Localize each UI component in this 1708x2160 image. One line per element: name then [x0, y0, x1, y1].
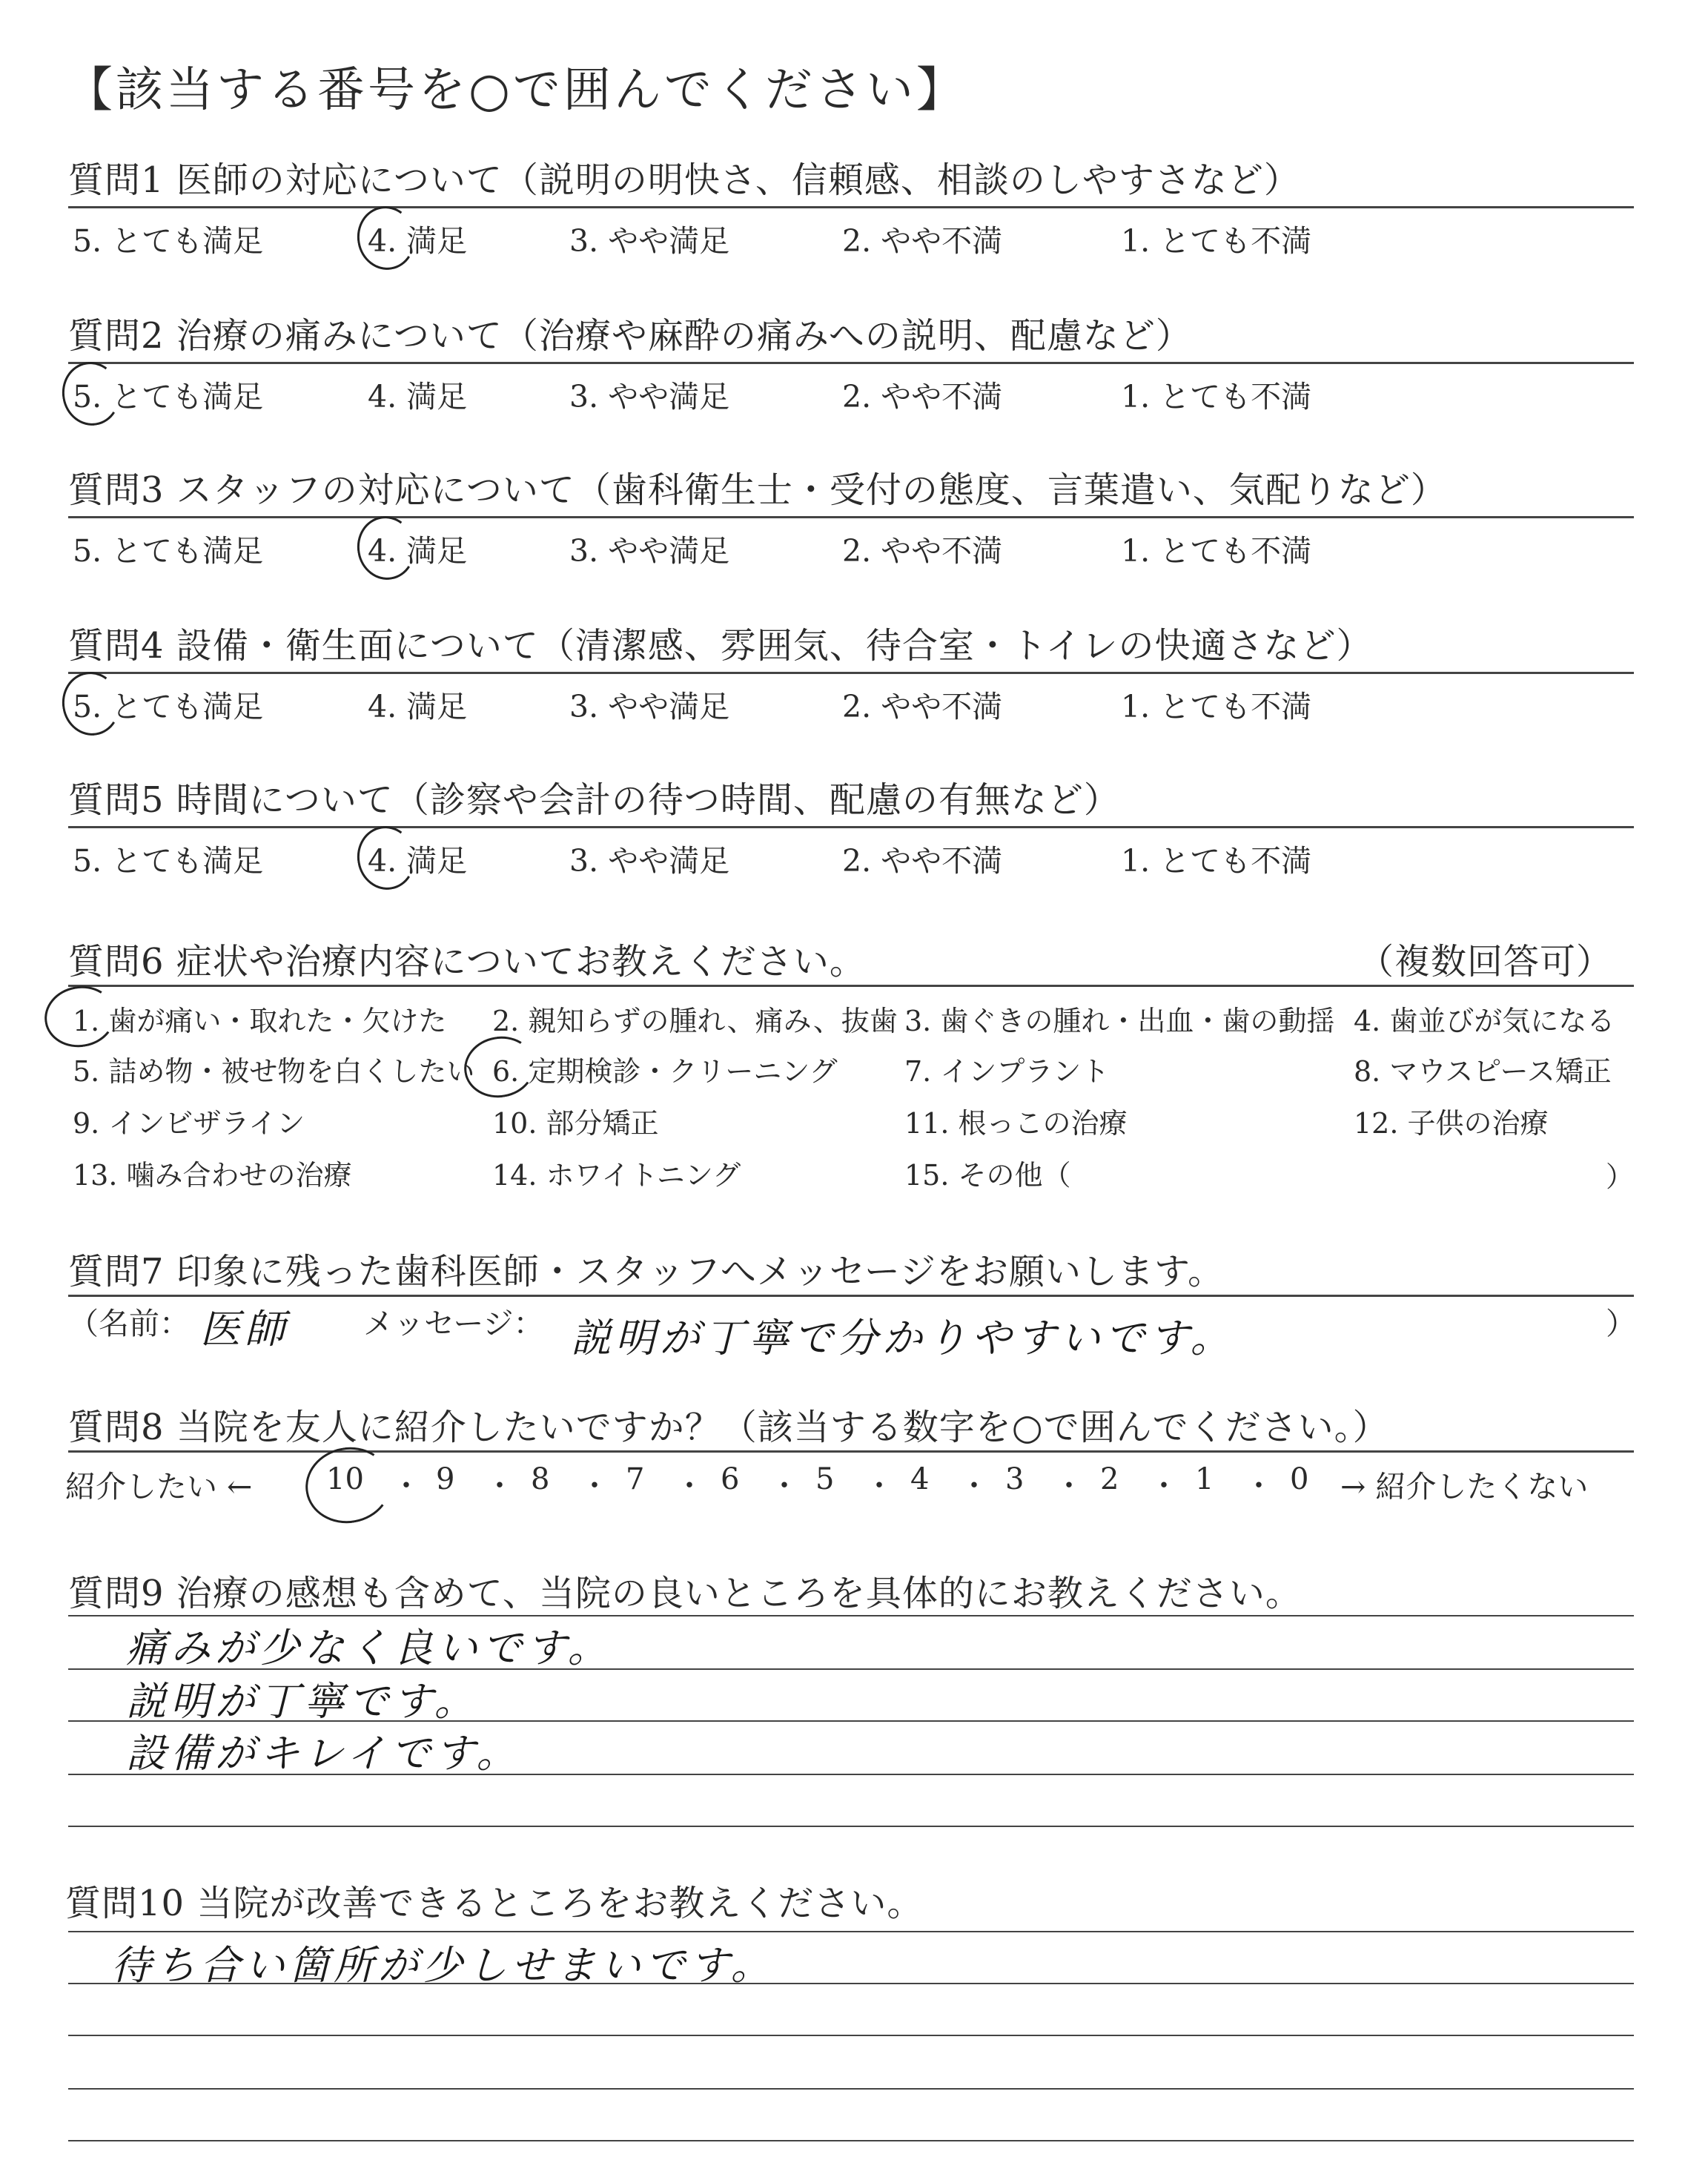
- q8-scale-5[interactable]: 5: [815, 1462, 835, 1496]
- question-2-rule: [68, 362, 1634, 364]
- q6-option-6[interactable]: 6. 定期検診・クリーニング: [492, 1055, 838, 1088]
- q6-option-10[interactable]: 10. 部分矯正: [492, 1107, 659, 1140]
- question-2-selected-circle: [57, 357, 125, 430]
- q6-option-9[interactable]: 9. インビザライン: [73, 1107, 305, 1140]
- question-2-choice-1[interactable]: 1. とても不満: [1121, 379, 1312, 415]
- q8-separator-dot: ・: [1054, 1469, 1084, 1503]
- q8-scale-0[interactable]: 0: [1290, 1462, 1309, 1496]
- question-3-label: 質問3 スタッフの対応について（歯科衛生士・受付の態度、言葉遣い、気配りなど）: [68, 469, 1447, 511]
- question-4-label: 質問4 設備・衛生面について（清潔感、雰囲気、待合室・トイレの快適さなど）: [68, 625, 1373, 667]
- q6-option-6-selected-circle: [460, 1031, 540, 1103]
- q8-scale-2[interactable]: 2: [1100, 1462, 1119, 1496]
- q8-scale-3[interactable]: 3: [1005, 1462, 1025, 1496]
- question-5-choice-1[interactable]: 1. とても不満: [1121, 843, 1312, 879]
- q10-label: 質問10 当院が改善できるところをお教えください。: [65, 1883, 924, 1924]
- question-2-label: 質問2 治療の痛みについて（治療や麻酔の痛みへの説明、配慮など）: [68, 315, 1192, 357]
- q6-option-1[interactable]: 1. 歯が痛い・取れた・欠けた: [73, 1005, 447, 1037]
- q10-line-3: [68, 2035, 1634, 2036]
- q7-message-value[interactable]: 説明が丁寧で分かりやすいです。: [571, 1315, 1235, 1361]
- q7-name-label: （名前：: [68, 1306, 190, 1341]
- question-2-choice-4[interactable]: 4. 満足: [368, 379, 468, 415]
- q8-scale-9[interactable]: 9: [436, 1462, 455, 1496]
- question-3-choice-2[interactable]: 2. やや不満: [842, 533, 1003, 569]
- question-5-choice-5[interactable]: 5. とても満足: [73, 843, 264, 879]
- question-3-rule: [68, 516, 1634, 518]
- q8-separator-dot: ・: [1149, 1469, 1179, 1503]
- question-3-choice-3[interactable]: 3. やや満足: [569, 533, 730, 569]
- q6-option-8[interactable]: 8. マウスピース矯正: [1354, 1055, 1612, 1088]
- question-5-label: 質問5 時間について（診察や会計の待つ時間、配慮の有無など）: [68, 779, 1120, 821]
- q8-rule: [68, 1450, 1634, 1453]
- q6-option-4[interactable]: 4. 歯並びが気になる: [1354, 1005, 1615, 1037]
- q9-answer-2[interactable]: 説明が丁寧です。: [126, 1678, 479, 1725]
- q8-scale-10[interactable]: 10: [326, 1462, 364, 1496]
- q7-name-value[interactable]: 医師: [200, 1306, 289, 1353]
- q6-option-1-selected-circle: [40, 980, 121, 1052]
- question-4-rule: [68, 672, 1634, 674]
- q6-note: （複数回答可）: [1358, 941, 1613, 982]
- q7-rule: [68, 1295, 1634, 1297]
- question-1-choice-5[interactable]: 5. とても満足: [73, 223, 264, 259]
- q8-separator-dot: ・: [769, 1469, 799, 1503]
- question-1-choice-1[interactable]: 1. とても不満: [1121, 223, 1312, 259]
- q8-label: 質問8 当院を友人に紹介したいですか？（該当する数字を○で囲んでください。）: [68, 1407, 1389, 1448]
- question-3-choice-4[interactable]: 4. 満足: [368, 533, 468, 569]
- question-5-rule: [68, 826, 1634, 828]
- question-1-choice-4[interactable]: 4. 満足: [368, 223, 468, 259]
- question-2-choice-3[interactable]: 3. やや満足: [569, 379, 730, 415]
- q6-label: 質問6 症状や治療内容についてお教えください。: [68, 941, 866, 982]
- q8-separator-dot: ・: [1244, 1469, 1274, 1503]
- q6-rule: [68, 985, 1634, 987]
- q6-option-14[interactable]: 14. ホワイトニング: [492, 1159, 741, 1192]
- q8-separator-dot: ・: [391, 1469, 421, 1503]
- question-1-selected-circle: [352, 202, 420, 274]
- q8-separator-dot: ・: [675, 1469, 704, 1503]
- q10-answer-1[interactable]: 待ち合い箇所が少しせまいです。: [111, 1942, 775, 1989]
- question-2-choice-2[interactable]: 2. やや不満: [842, 379, 1003, 415]
- q8-scale-6[interactable]: 6: [721, 1462, 740, 1496]
- question-5-selected-circle: [352, 822, 420, 894]
- question-4-choice-4[interactable]: 4. 満足: [368, 689, 468, 724]
- question-4-choice-3[interactable]: 3. やや満足: [569, 689, 730, 724]
- question-4-selected-circle: [57, 667, 125, 740]
- q9-label: 質問9 治療の感想も含めて、当院の良いところを具体的にお教えください。: [68, 1573, 1302, 1614]
- question-4-choice-2[interactable]: 2. やや不満: [842, 689, 1003, 724]
- q8-separator-dot: ・: [864, 1469, 894, 1503]
- q6-option-2[interactable]: 2. 親知らずの腫れ、痛み、抜歯: [492, 1005, 898, 1037]
- question-1-rule: [68, 206, 1634, 208]
- q6-option-7[interactable]: 7. インプラント: [904, 1055, 1110, 1088]
- q10-line-4: [68, 2088, 1634, 2090]
- question-5-choice-2[interactable]: 2. やや不満: [842, 843, 1003, 879]
- q8-right-label: → 紹介したくない: [1340, 1469, 1589, 1505]
- q7-close-paren: ）: [1606, 1306, 1636, 1341]
- q8-selected-circle: [299, 1441, 397, 1530]
- q10-line-1: [68, 1931, 1634, 1932]
- question-1-choice-2[interactable]: 2. やや不満: [842, 223, 1003, 259]
- q8-separator-dot: ・: [959, 1469, 989, 1503]
- q9-answer-1[interactable]: 痛みが少なく良いです。: [126, 1625, 612, 1671]
- q7-message-label: メッセージ：: [363, 1306, 544, 1341]
- q6-close-paren: ）: [1606, 1160, 1635, 1193]
- question-2-choice-5[interactable]: 5. とても満足: [73, 379, 264, 415]
- q9-line-5: [68, 1826, 1634, 1827]
- q8-left-label: 紹介したい ←: [65, 1469, 253, 1505]
- q8-scale-7[interactable]: 7: [626, 1462, 645, 1496]
- question-3-choice-5[interactable]: 5. とても満足: [73, 533, 264, 569]
- q6-option-5[interactable]: 5. 詰め物・被せ物を白くしたい: [73, 1055, 475, 1088]
- q6-option-15[interactable]: 15. その他（: [904, 1159, 1071, 1192]
- question-5-choice-3[interactable]: 3. やや満足: [569, 843, 730, 879]
- question-3-selected-circle: [352, 512, 420, 584]
- question-3-choice-1[interactable]: 1. とても不満: [1121, 533, 1312, 569]
- question-1-label: 質問1 医師の対応について（説明の明快さ、信頼感、相談のしやすさなど）: [68, 159, 1300, 201]
- q8-scale-1[interactable]: 1: [1195, 1462, 1214, 1496]
- q9-answer-3[interactable]: 設備がキレイです。: [126, 1730, 521, 1777]
- q6-option-13[interactable]: 13. 噛み合わせの治療: [73, 1159, 352, 1192]
- question-4-choice-1[interactable]: 1. とても不満: [1121, 689, 1312, 724]
- q6-option-3[interactable]: 3. 歯ぐきの腫れ・出血・歯の動揺: [904, 1005, 1335, 1037]
- q8-scale-8[interactable]: 8: [531, 1462, 550, 1496]
- question-4-choice-5[interactable]: 5. とても満足: [73, 689, 264, 724]
- question-5-choice-4[interactable]: 4. 満足: [368, 843, 468, 879]
- q8-separator-dot: ・: [580, 1469, 609, 1503]
- q7-label: 質問7 印象に残った歯科医師・スタッフへメッセージをお願いします。: [68, 1251, 1225, 1292]
- page-title: 【該当する番号を○で囲んでください】: [65, 63, 967, 118]
- q10-line-5: [68, 2140, 1634, 2141]
- question-1-choice-3[interactable]: 3. やや満足: [569, 223, 730, 259]
- q6-option-11[interactable]: 11. 根っこの治療: [904, 1107, 1128, 1140]
- q8-separator-dot: ・: [485, 1469, 514, 1503]
- q6-option-12[interactable]: 12. 子供の治療: [1354, 1107, 1549, 1140]
- q8-scale-4[interactable]: 4: [910, 1462, 930, 1496]
